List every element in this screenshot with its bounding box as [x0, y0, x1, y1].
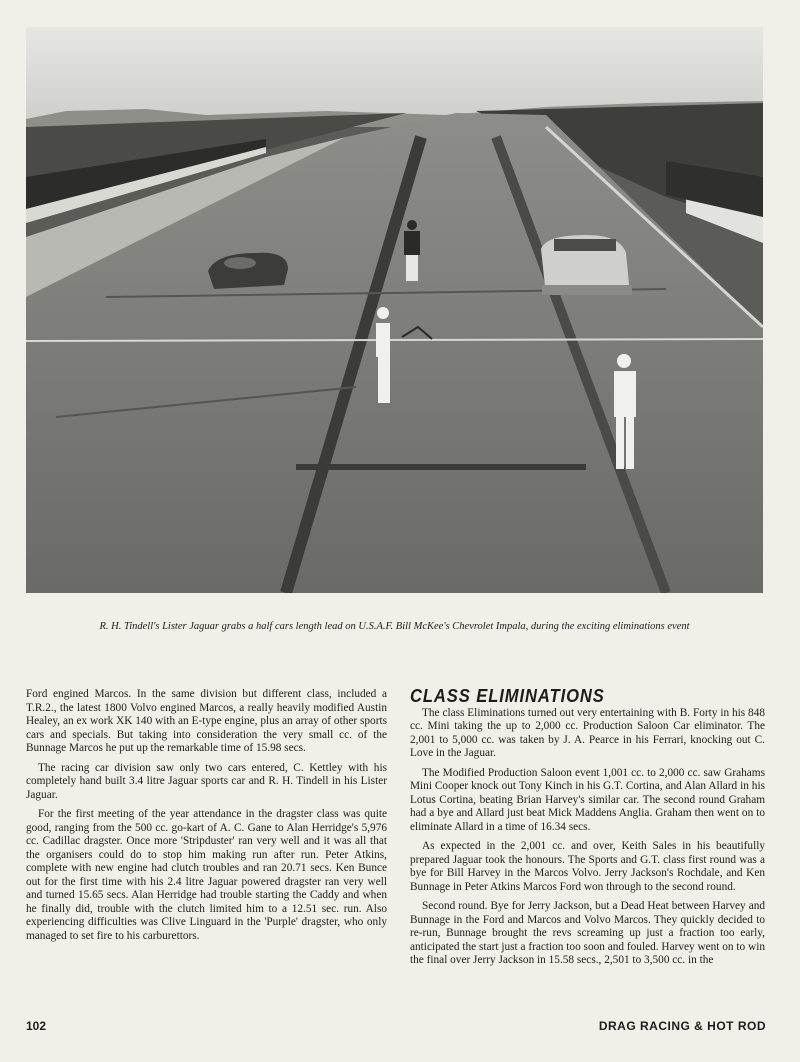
page-number: 102 — [26, 1019, 47, 1033]
race-photo — [26, 27, 763, 593]
paragraph: Second round. Bye for Jerry Jackson, but a Dead Heat between Harvey and Bunnage in the Ford and Marcos and Volvo Marcos. They quickly decided to re-run, Bunnage brought the revs screaming up just a fraction too early, anticipated the start just a fraction too soon and fouled. Harvey went on to win the final over Jerry Jackson in 15.58 secs., 2,501 to 3,500 cc. in the — [410, 900, 765, 966]
page-footer — [26, 1019, 766, 1035]
paragraph: For the first meeting of the year attendance in the dragster class was quite good, ranging from the 500 cc. go-kart of A. C. Gane to Alan Herridge's 5,976 cc. Cadillac dragster. Once more 'Stripduster' ran very well and it was all that the organisers could do to stop him making run after run. Peter Atkins, complete with new engine had clutch troubles and ran 20.71 secs. Ken Bunce out for the first time with his 2.4 litre Jaguar powered dragster ran very well and turned 15.65 secs. Alan Herridge had trouble starting the Caddy and when he finally did, trouble with the clutch limited him to a 12.51 sec. run. Also experiencing difficulties was Clive Linguard in the 'Purple' dragster, who only managed to set fire to his carburettors. — [26, 808, 387, 942]
paragraph: The Modified Production Saloon event 1,001 cc. to 2,000 cc. saw Grahams Mini Cooper knock out Tony Kinch in his G.T. Cortina, and Alan Allard in his Lotus Cortina, beating Brian Harvey's similar car. The second round Graham had a bye and Allard just beat Mick Maddens Anglia. Graham then went on to eliminate Allard in a time of 16.34 secs. — [410, 766, 765, 833]
photo-caption: R. H. Tindell's Lister Jaguar grabs a half cars length lead on U.S.A.F. Bill McKee's Chevrolet Impala, during the exciting eliminations event — [99, 621, 690, 632]
publication-name: DRAG RACING & HOT ROD — [598, 1019, 766, 1033]
paragraph: As expected in the 2,001 cc. and over, Keith Sales in his beautifully prepared Jaguar took the honours. The Sports and G.T. class first round was a bye for Bill Harvey in the Marcos Volvo. Jerry Jackson's Rochdale, and Ken Bunnage in Peter Atkins Marcos Ford won through to the second round. — [410, 840, 765, 893]
article-column-left — [26, 688, 387, 949]
paragraph: The racing car division saw only two cars entered, C. Kettley with his completely hand built 3.4 litre Jaguar sports car and R. H. Tindell in his Lister Jaguar. — [26, 761, 387, 801]
paragraph: Ford engined Marcos. In the same division but different class, included a T.R.2., the latest 1800 Volvo engined Marcos, a really heavily modified Austin Healey, an ex work XK 140 with an E-type engine, plus an array of other sports cars and specials. But taking into consideration the very small cc. of the Bunnage Marcos he put up the remarkable time of 15.98 secs. — [26, 688, 387, 754]
drag-strip-illustration — [26, 27, 763, 593]
article-column-right — [410, 686, 765, 974]
paragraph: The class Eliminations turned out very entertaining with B. Forty in his 848 cc. Mini taking the up to 2,000 cc. Production Saloon Car eliminator. The 2,001 to 5,000 cc. was taken by J. A. Pearce in his Ferrari, knocking out C. Love in the Jaguar. — [410, 706, 765, 759]
section-heading: CLASS ELIMINATIONS — [410, 686, 605, 706]
